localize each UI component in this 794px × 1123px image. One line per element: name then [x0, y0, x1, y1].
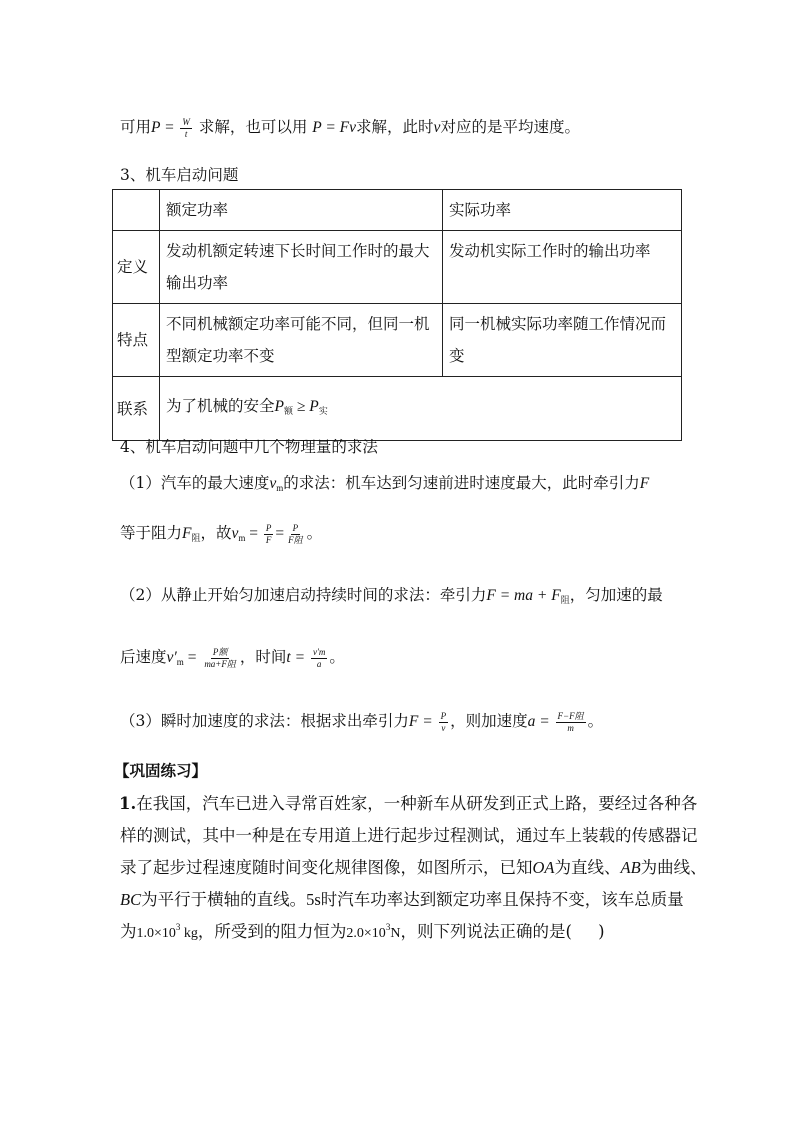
fraction-numerator: W: [182, 116, 190, 127]
fraction-denominator: F: [265, 534, 272, 545]
equals-sign: =: [183, 649, 201, 666]
subscript: m: [238, 533, 246, 543]
table-cell: 发动机额定转速下长时间工作时的最大输出功率: [160, 231, 443, 304]
force-unit: N: [390, 926, 401, 941]
fraction-acceleration: [556, 711, 586, 734]
force-value: 2.0×10: [346, 926, 386, 941]
question-text: 时汽车功率达到额定功率且保持不变，该车总质量: [320, 890, 684, 909]
period: 。: [329, 648, 345, 666]
item-text: ，时间: [239, 648, 287, 666]
question-1-line-4: [120, 886, 684, 910]
question-1-line-2: 样的测试，其中一种是在专用道上进行起步过程测试，通过车上装载的传感器记: [120, 826, 698, 845]
item-2-line-2: [120, 645, 345, 670]
answer-blank[interactable]: [572, 922, 598, 941]
question-1-line-1: [119, 790, 697, 814]
mass-unit: kg: [180, 926, 198, 941]
fraction-denominator: t: [184, 128, 188, 139]
friction-symbol: F: [182, 525, 192, 542]
power-formula-lhs: P =: [151, 119, 179, 136]
question-text: ，则下列说法正确的是(: [400, 922, 572, 941]
practice-heading: 【巩固练习】: [114, 761, 208, 780]
table-cell: 发动机实际工作时的输出功率: [443, 231, 682, 304]
subscript: 阻: [191, 534, 201, 544]
fraction-numerator: F−F阻: [557, 710, 584, 721]
question-text: 为直线、: [554, 858, 621, 877]
traction-equation: F = ma + F: [486, 587, 561, 604]
item-text: 的求法：机车达到匀速前进时速度最大，此时牵引力: [283, 474, 640, 492]
vm-symbol: v: [269, 475, 277, 492]
vpm-symbol: v′: [166, 649, 177, 666]
fraction-time: [311, 647, 327, 670]
intro-text: 求解，此时: [356, 118, 434, 136]
fraction-p-over-f: [264, 523, 274, 546]
rated-power-symbol: P: [274, 397, 284, 415]
question-text: 为: [120, 922, 137, 941]
velocity-symbol: v: [433, 119, 441, 136]
question-1-line-3: [120, 854, 707, 878]
fraction-denominator: m: [567, 722, 574, 733]
fraction-p-over-ff: [286, 523, 305, 546]
fraction-denominator: F阻: [288, 534, 303, 545]
item-text: 后速度: [120, 648, 167, 666]
item-text: ，匀加速的最: [569, 586, 663, 604]
item-2-line-1: [120, 583, 663, 606]
time-value: 5s: [306, 890, 321, 909]
table-row-label: 特点: [113, 304, 160, 377]
fraction-numerator: P: [292, 522, 299, 533]
question-1-line-5: [120, 918, 605, 942]
fraction-p-over-v: [439, 711, 449, 734]
mass-value: 1.0×10: [136, 926, 176, 941]
intro-text: 可用: [120, 118, 152, 136]
table-cell-merged: [160, 377, 682, 441]
table-row: [113, 304, 682, 377]
subscript: m: [276, 483, 284, 493]
fraction-numerator: v′m: [312, 646, 326, 657]
force-symbol: F: [639, 475, 650, 492]
question-text: 录了起步过程速度随时间变化规律图像，如图所示，已知: [120, 858, 533, 877]
equals-sign: =: [245, 525, 262, 542]
fraction-numerator: P: [265, 522, 272, 533]
exponent: 3: [175, 922, 181, 932]
question-text: 为平行于横轴的直线。: [141, 890, 307, 909]
table-cell: 同一机械实际功率随工作情况而变: [443, 304, 682, 377]
item-text: 等于阻力: [120, 524, 183, 542]
table-header-row: [113, 190, 682, 231]
item-1-line-1: [120, 471, 649, 493]
relation-text: 为了机械的安全: [166, 396, 275, 415]
fraction-numerator: P: [440, 710, 447, 721]
item-text: （3）瞬时加速度的求法：根据求出牵引力: [120, 712, 409, 730]
intro-text: 对应的是平均速度。: [440, 118, 580, 136]
relation-symbol: ≥: [293, 397, 310, 415]
period: 。: [306, 524, 323, 542]
subscript: 阻: [560, 596, 570, 606]
intro-line: [120, 115, 580, 140]
section-3-heading: 3、机车启动问题: [120, 166, 239, 184]
question-text: ，所受到的阻力恒为: [197, 922, 347, 941]
table-cell: 不同机械额定功率可能不同，但同一机型额定功率不变: [160, 304, 443, 377]
fraction-numerator: P额: [212, 646, 228, 657]
fraction-denominator: ma+F阻: [204, 658, 236, 669]
time-equation: t =: [286, 649, 309, 666]
question-text: 为曲线、: [640, 858, 707, 877]
segment-bc: BC: [120, 890, 142, 909]
fraction-vpm: [202, 647, 238, 670]
table-header-cell: 额定功率: [160, 190, 443, 231]
question-text: ): [598, 922, 605, 941]
intro-text: 求解，也可以用: [193, 118, 313, 136]
subscript: 额: [283, 406, 293, 417]
exponent: 3: [385, 922, 391, 932]
power-fraction: [180, 117, 192, 140]
period: 。: [587, 712, 604, 730]
table-row: [113, 377, 682, 441]
segment-ab: AB: [620, 858, 641, 877]
table-header-cell: 实际功率: [443, 190, 682, 231]
table-row-label: 联系: [113, 377, 160, 441]
question-text: 在我国，汽车已进入寻常百姓家，一种新车从研发到正式上路，要经过各种各: [136, 794, 698, 813]
table-row-label: 定义: [113, 231, 160, 304]
acceleration-equation: a =: [527, 713, 554, 730]
item-text: （2）从静止开始匀加速启动持续时间的求法：牵引力: [120, 586, 487, 604]
power-formula-fv: P = Fv: [312, 119, 357, 136]
actual-power-symbol: P: [309, 397, 319, 415]
question-number: 1.: [119, 794, 137, 813]
item-3-line: [120, 709, 603, 734]
segment-oa: OA: [532, 858, 555, 877]
vm-symbol: v: [231, 525, 239, 542]
subscript: m: [176, 657, 184, 667]
section-4-heading: 4、机车启动问题中几个物理量的求法: [120, 438, 378, 456]
item-text: ，则加速度: [450, 712, 528, 730]
table-corner-cell: [113, 190, 160, 231]
subscript: 实: [318, 406, 328, 417]
power-comparison-table: [112, 189, 682, 441]
item-text: ，故: [200, 524, 232, 542]
item-text: （1）汽车的最大速度: [120, 474, 270, 492]
force-equation: F =: [408, 713, 437, 730]
fraction-denominator: v: [441, 722, 446, 733]
item-1-line-2: 等于阻力$F_阻$，故$v_m$ = $\frac{P}{F}$ = $\frac{P}{\text{F阻}}$ 。: [120, 522, 323, 545]
table-row: [113, 231, 682, 304]
fraction-denominator: a: [316, 658, 322, 669]
